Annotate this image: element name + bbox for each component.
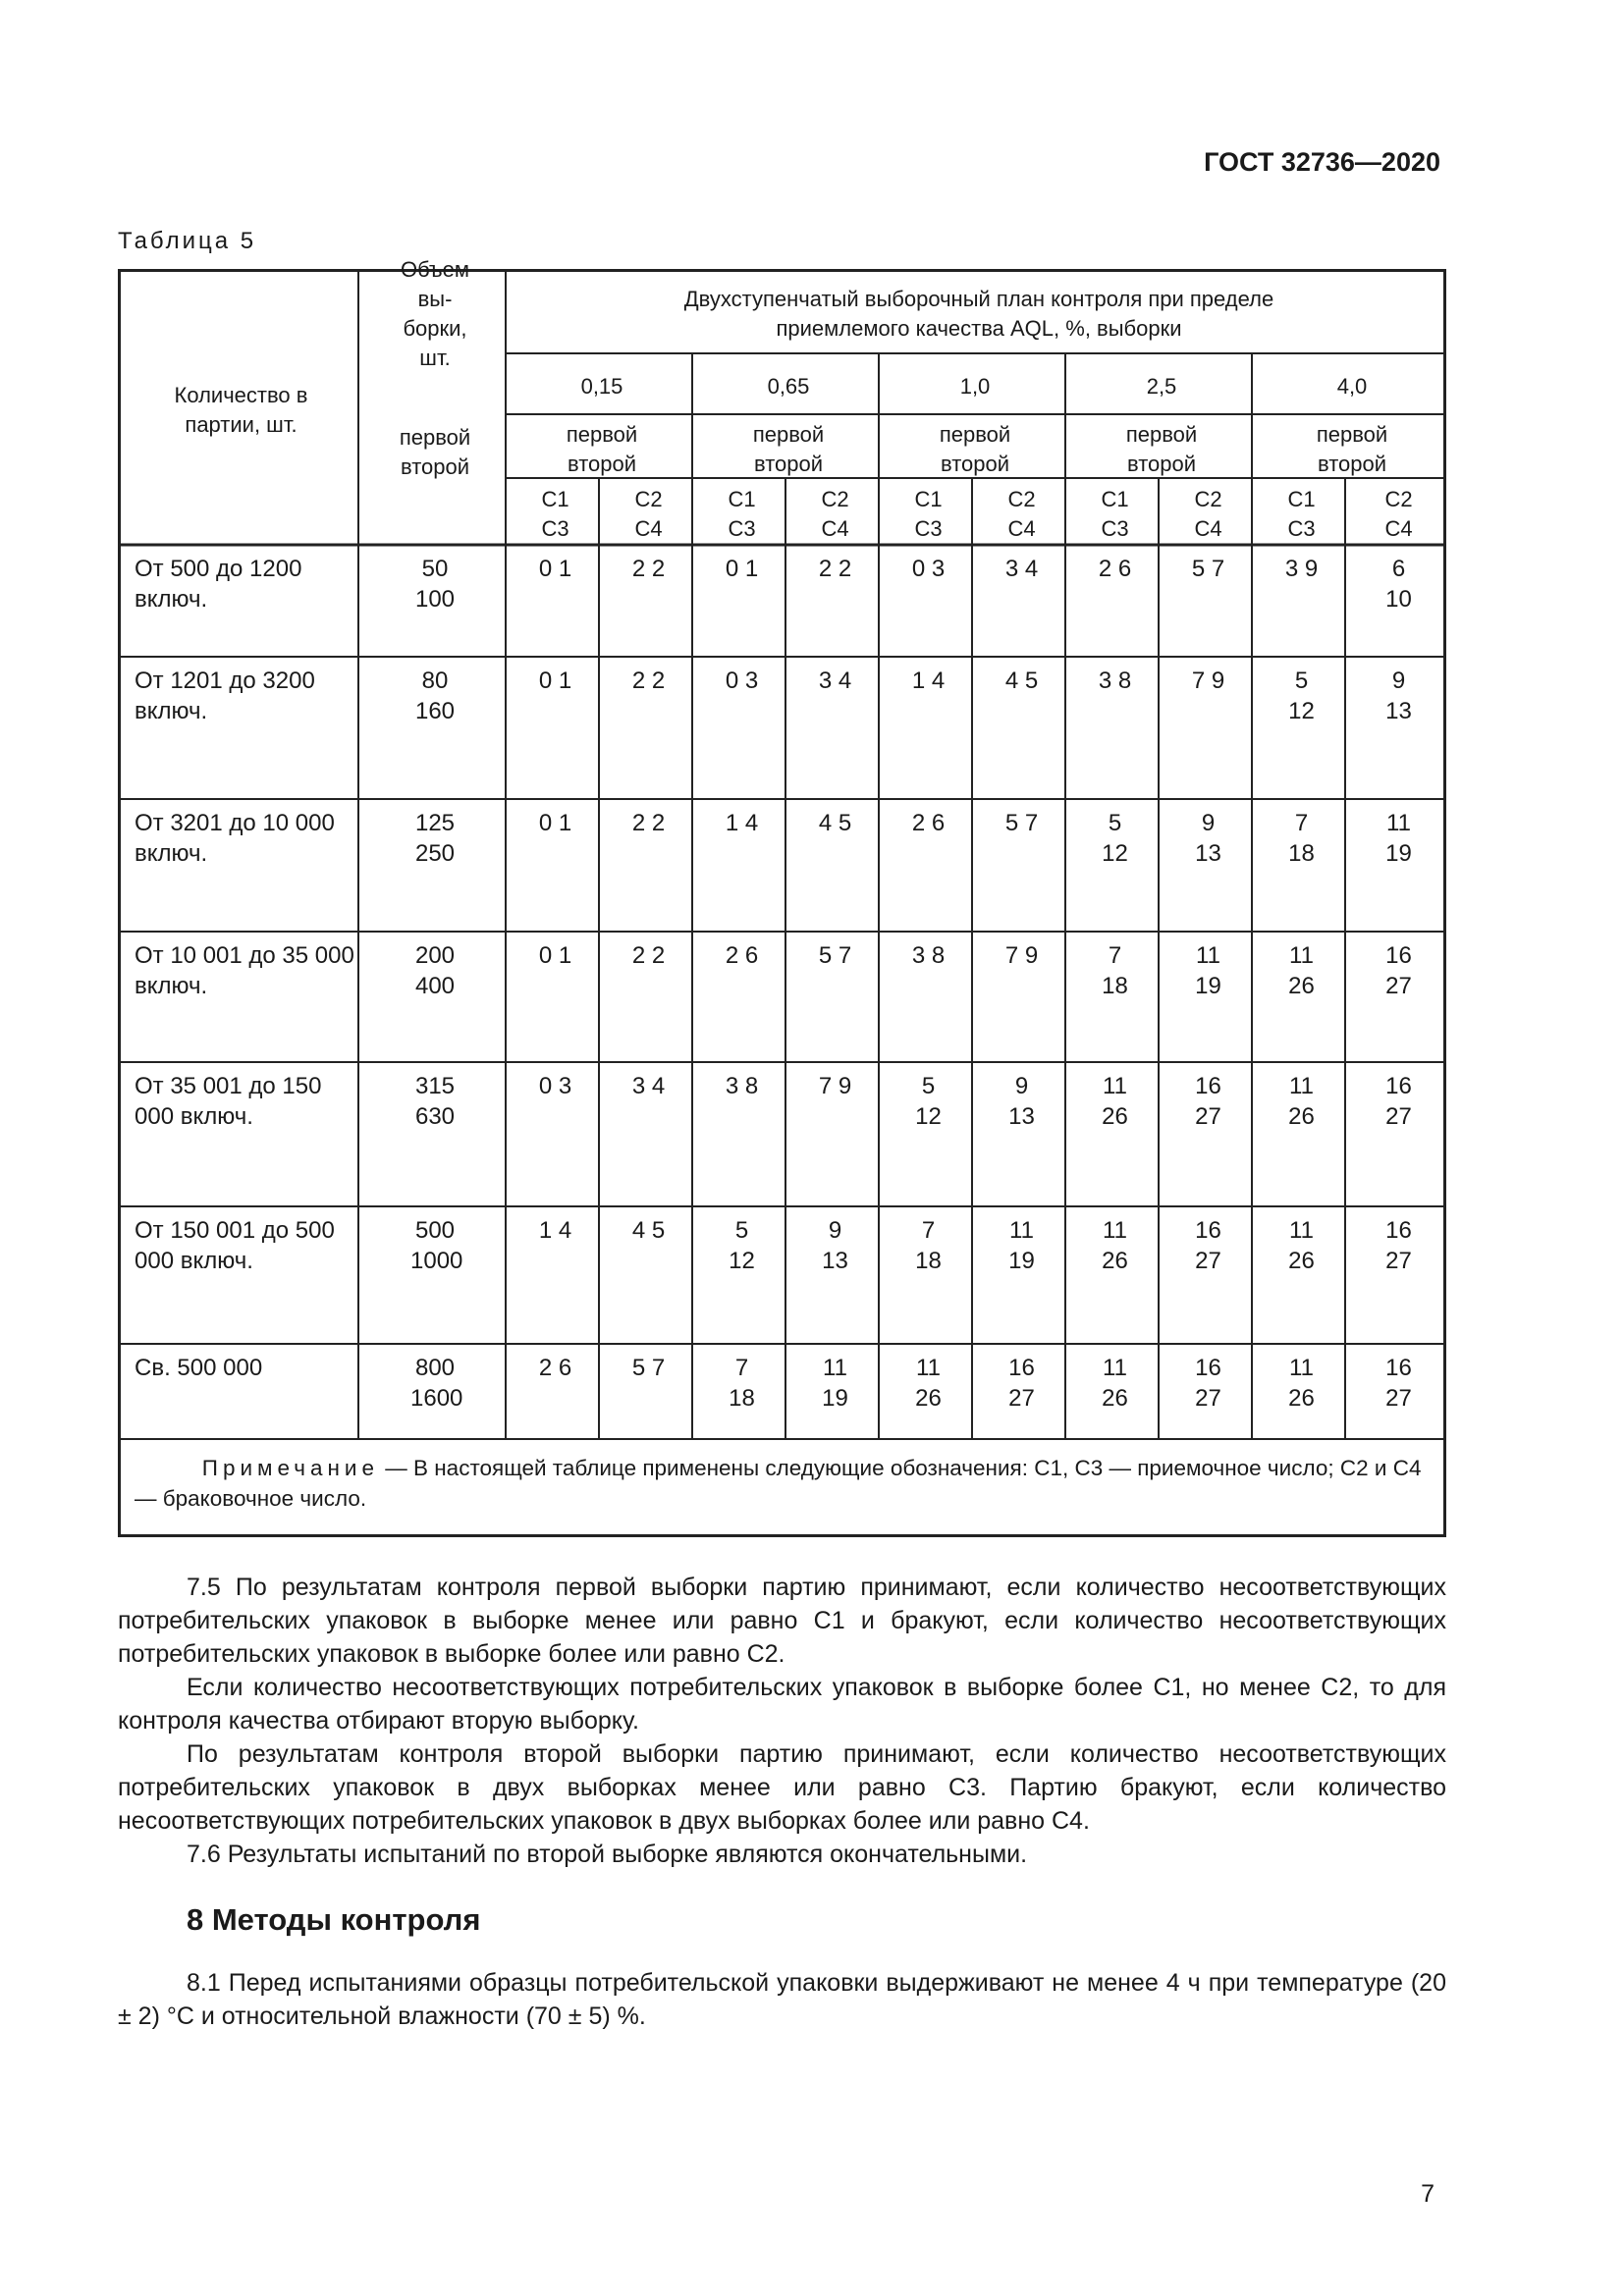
plan-value-cell: 2 2 [631, 667, 666, 694]
table-note-text: — В настоящей таблице применены следующие обозначения: C1, C3 — приемочное число; C2 и C4 — браковочное число. [135, 1456, 1422, 1511]
page-number: 7 [1421, 2180, 1435, 2208]
paragraph-8-1: 8.1 Перед испытаниями образцы потребительской упаковки выдерживают не менее 4 ч при температуре (20 ± 2) °С и относительной влажности (70 ± 5) %. [118, 1969, 1446, 2030]
plan-value-cell: 5 12 [1288, 667, 1315, 724]
plan-value-cell: 2 6 [538, 1355, 572, 1381]
section-8-paragraphs [118, 1966, 1446, 2033]
paragraph-7-5: 7.5 По результатам контроля первой выборки партию принимают, если количество несоответствующих потребительских упаковок в выборке менее или равно C1 и бракуют, если количество несоответствующих потребительских упаковок в выборке более или равно C2. [118, 1574, 1446, 1668]
table-note-lead: Примечание [201, 1456, 379, 1480]
plan-value-cell: 5 7 [1004, 810, 1039, 836]
aql-sample-header-1: первой второй [752, 421, 825, 476]
lot-size-cell: От 1201 до 3200 включ. [135, 667, 315, 724]
rejection-header-3: C2 C4 [1194, 487, 1222, 541]
lot-size-cell: От 35 001 до 150 000 включ. [135, 1073, 322, 1130]
plan-value-cell: 16 27 [1385, 1073, 1412, 1130]
plan-value-cell: 7 18 [1288, 810, 1315, 867]
plan-value-cell: 3 8 [911, 942, 946, 969]
plan-value-cell: 7 9 [818, 1073, 852, 1099]
rejection-header-1: C2 C4 [821, 487, 849, 541]
plan-value-cell: 11 26 [1288, 1217, 1315, 1274]
plan-value-cell: 2 6 [725, 942, 759, 969]
sample-size-cell: 200 400 [414, 942, 456, 999]
standard-code: ГОСТ 32736—2020 [1204, 147, 1440, 177]
plan-value-cell: 2 2 [631, 942, 666, 969]
plan-value-cell: 3 8 [1098, 667, 1132, 694]
rejection-header-0: C2 C4 [634, 487, 663, 541]
plan-value-cell: 9 13 [1008, 1073, 1035, 1130]
sample-size-cell: 80 160 [414, 667, 456, 724]
aql-sample-header-2: первой второй [939, 421, 1011, 476]
plan-value-cell: 2 2 [631, 556, 666, 582]
sample-size-cell: 315 630 [414, 1073, 456, 1130]
aql-level-1: 0,65 [767, 374, 810, 399]
sampling-plan-table [118, 257, 1446, 1537]
lot-size-cell: От 500 до 1200 включ. [135, 556, 302, 613]
paragraph-7-6: 7.6 Результаты испытаний по второй выборке являются окончательными. [187, 1841, 1028, 1868]
plan-value-cell: 1 4 [538, 1217, 572, 1244]
plan-value-cell: 1 4 [725, 810, 759, 836]
plan-value-cell: 11 26 [1102, 1217, 1128, 1274]
acceptance-header-3: C1 C3 [1101, 487, 1129, 541]
aql-level-4: 4,0 [1336, 374, 1368, 399]
plan-value-cell: 11 26 [1288, 1355, 1315, 1412]
plan-value-cell: 5 7 [818, 942, 852, 969]
plan-value-cell: 11 26 [1102, 1073, 1128, 1130]
acceptance-header-4: C1 C3 [1287, 487, 1316, 541]
plan-value-cell: 5 7 [1191, 556, 1225, 582]
plan-value-cell: 4 5 [1004, 667, 1039, 694]
plan-value-cell: 4 5 [631, 1217, 666, 1244]
table-caption: Таблица 5 [118, 228, 257, 254]
plan-value-cell: 7 18 [729, 1355, 755, 1412]
lot-size-cell: От 10 001 до 35 000 включ. [135, 942, 354, 999]
acceptance-header-2: C1 C3 [914, 487, 943, 541]
plan-value-cell: 4 5 [818, 810, 852, 836]
sample-size-cell: 50 100 [414, 556, 456, 613]
plan-value-cell: 7 9 [1004, 942, 1039, 969]
rejection-header-2: C2 C4 [1007, 487, 1036, 541]
plan-value-cell: 11 19 [822, 1355, 848, 1412]
plan-value-cell: 0 3 [725, 667, 759, 694]
aql-sample-header-3: первой второй [1125, 421, 1198, 476]
plan-value-cell: 3 4 [1004, 556, 1039, 582]
lot-size-header: Количество в партии, шт. [174, 382, 308, 437]
acceptance-header-0: C1 C3 [541, 487, 569, 541]
plan-value-cell: 16 27 [1195, 1355, 1221, 1412]
plan-value-cell: 0 1 [538, 810, 572, 836]
plan-value-cell: 11 19 [1195, 942, 1221, 999]
plan-value-cell: 2 6 [911, 810, 946, 836]
plan-value-cell: 0 1 [725, 556, 759, 582]
aql-level-3: 2,5 [1146, 374, 1177, 399]
table-note [135, 1453, 1431, 1514]
plan-value-cell: 9 13 [1385, 667, 1412, 724]
plan-value-cell: 0 1 [538, 667, 572, 694]
sample-order-header: первой второй [399, 424, 471, 479]
plan-value-cell: 5 7 [631, 1355, 666, 1381]
plan-value-cell: 5 12 [729, 1217, 755, 1274]
plan-value-cell: 16 27 [1195, 1217, 1221, 1274]
plan-value-cell: 11 26 [1288, 1073, 1315, 1130]
plan-value-cell: 16 27 [1385, 1355, 1412, 1412]
lot-size-cell: От 150 001 до 500 000 включ. [135, 1217, 335, 1274]
plan-value-cell: 11 19 [1385, 810, 1412, 867]
aql-sample-header-4: первой второй [1316, 421, 1388, 476]
plan-value-cell: 3 4 [818, 667, 852, 694]
plan-value-cell: 11 26 [1102, 1355, 1128, 1412]
plan-value-cell: 7 18 [915, 1217, 942, 1274]
plan-value-cell: 2 6 [1098, 556, 1132, 582]
plan-value-cell: 0 3 [911, 556, 946, 582]
sample-size-header: Объем вы-борки, шт. [400, 257, 470, 370]
aql-level-2: 1,0 [959, 374, 991, 399]
plan-header: Двухступенчатый выборочный план контроля при пределе приемлемого качества AQL, %, выборки [683, 287, 1274, 341]
section-7-paragraphs [118, 1571, 1446, 1871]
plan-value-cell: 2 2 [818, 556, 852, 582]
rejection-header-4: C2 C4 [1384, 487, 1413, 541]
plan-value-cell: 11 19 [1008, 1217, 1035, 1274]
sample-size-cell: 500 1000 [410, 1217, 463, 1274]
plan-value-cell: 5 12 [1102, 810, 1128, 867]
aql-level-0: 0,15 [580, 374, 623, 399]
plan-value-cell: 16 27 [1195, 1073, 1221, 1130]
plan-value-cell: 0 1 [538, 556, 572, 582]
plan-value-cell: 2 2 [631, 810, 666, 836]
sample-size-cell: 125 250 [414, 810, 456, 867]
acceptance-header-1: C1 C3 [728, 487, 756, 541]
plan-value-cell: 16 27 [1385, 942, 1412, 999]
plan-value-cell: 7 18 [1102, 942, 1128, 999]
plan-value-cell: 11 26 [1288, 942, 1315, 999]
section-heading: 8 Методы контроля [187, 1902, 481, 1937]
plan-value-cell: 0 1 [538, 942, 572, 969]
plan-value-cell: 3 4 [631, 1073, 666, 1099]
plan-value-cell: 16 27 [1008, 1355, 1035, 1412]
plan-value-cell: 9 13 [1195, 810, 1221, 867]
plan-value-cell: 11 26 [915, 1355, 942, 1412]
plan-value-cell: 7 9 [1191, 667, 1225, 694]
paragraph-second-result: По результатам контроля второй выборки партию принимают, если количество несоответствующих потребительских упаковок в двух выборках менее или равно C3. Партию бракуют, если количество несоответствующих потребительских упаковок в двух выборках более или равно C4. [118, 1740, 1446, 1835]
lot-size-cell: От 3201 до 10 000 включ. [135, 810, 335, 867]
plan-value-cell: 1 4 [911, 667, 946, 694]
lot-size-cell: Св. 500 000 [135, 1355, 263, 1381]
plan-value-cell: 3 8 [725, 1073, 759, 1099]
plan-value-cell: 6 10 [1385, 556, 1412, 613]
aql-sample-header-0: первой второй [566, 421, 638, 476]
plan-value-cell: 3 9 [1284, 556, 1319, 582]
sample-size-cell: 800 1600 [410, 1355, 463, 1412]
paragraph-second-sample: Если количество несоответствующих потребительских упаковок в выборке более C1, но менее C2, то для контроля качества отбирают вторую выборку. [118, 1674, 1446, 1735]
plan-value-cell: 5 12 [915, 1073, 942, 1130]
plan-value-cell: 0 3 [538, 1073, 572, 1099]
plan-value-cell: 16 27 [1385, 1217, 1412, 1274]
plan-value-cell: 9 13 [822, 1217, 848, 1274]
